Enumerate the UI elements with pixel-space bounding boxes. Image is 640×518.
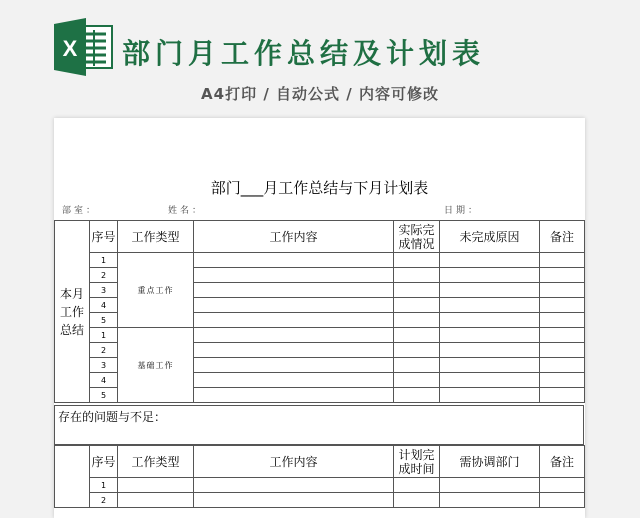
table-cell[interactable]: [540, 313, 585, 328]
table-cell[interactable]: [394, 313, 440, 328]
date-label: 日期：: [444, 206, 481, 216]
table-cell[interactable]: [394, 283, 440, 298]
row-number: 4: [90, 298, 118, 313]
row-number: 2: [90, 343, 118, 358]
table-cell[interactable]: [540, 343, 585, 358]
header-seq: 序号: [90, 221, 118, 253]
header-actual: 实际完成情况: [394, 221, 440, 253]
table-cell[interactable]: [394, 328, 440, 343]
sheet-title: 部门___月工作总结与下月计划表: [210, 179, 429, 197]
row-number: 3: [90, 283, 118, 298]
table-cell[interactable]: [194, 493, 394, 508]
plan-header-seq: 序号: [90, 446, 118, 478]
table-cell[interactable]: [194, 343, 394, 358]
table-cell[interactable]: [540, 373, 585, 388]
table-cell[interactable]: [194, 358, 394, 373]
logo-letter: X: [62, 36, 78, 61]
row-number: 1: [90, 328, 118, 343]
excel-logo-icon: [52, 18, 116, 76]
issues-box[interactable]: [54, 405, 584, 445]
table-cell[interactable]: [540, 328, 585, 343]
table-cell[interactable]: [440, 283, 540, 298]
plan-table: [54, 445, 585, 508]
plan-header-deadline: 计划完成时间: [394, 446, 440, 478]
issues-label: 存在的问题与不足：: [58, 410, 167, 424]
dept-label: 部室：: [62, 206, 99, 216]
row-number: 4: [90, 373, 118, 388]
row-number: 2: [90, 268, 118, 283]
table-cell[interactable]: [540, 283, 585, 298]
table-cell[interactable]: [194, 478, 394, 493]
table-cell[interactable]: [394, 268, 440, 283]
summary-section-label: 本月工作总结: [55, 221, 90, 403]
table-cell[interactable]: [394, 253, 440, 268]
table-cell[interactable]: [540, 493, 585, 508]
table-cell[interactable]: [118, 493, 194, 508]
row-number: 1: [90, 253, 118, 268]
summary-table: [54, 220, 585, 403]
table-cell[interactable]: [440, 313, 540, 328]
table-cell[interactable]: [440, 478, 540, 493]
table-cell[interactable]: [194, 283, 394, 298]
table-cell[interactable]: [194, 328, 394, 343]
table-cell[interactable]: [540, 253, 585, 268]
table-cell[interactable]: [194, 268, 394, 283]
page-subtitle: A4打印 / 自动公式 / 内容可修改: [201, 85, 439, 103]
table-cell[interactable]: [540, 298, 585, 313]
plan-header-content: 工作内容: [194, 446, 394, 478]
row-number: 5: [90, 313, 118, 328]
table-cell[interactable]: [440, 343, 540, 358]
table-cell[interactable]: [394, 358, 440, 373]
row-number: 1: [90, 478, 118, 493]
table-cell[interactable]: [540, 268, 585, 283]
table-cell[interactable]: [440, 358, 540, 373]
table-cell[interactable]: [194, 313, 394, 328]
row-number: 3: [90, 358, 118, 373]
table-cell[interactable]: [194, 373, 394, 388]
table-cell[interactable]: [194, 253, 394, 268]
page-title: 部门月工作总结及计划表: [122, 37, 486, 70]
row-number: 2: [90, 493, 118, 508]
table-cell[interactable]: [194, 388, 394, 403]
row-number: 5: [90, 388, 118, 403]
table-cell[interactable]: [194, 298, 394, 313]
name-label: 姓名：: [168, 206, 205, 216]
table-cell[interactable]: [440, 493, 540, 508]
table-cell[interactable]: [440, 253, 540, 268]
header-type: 工作类型: [118, 221, 194, 253]
table-cell[interactable]: [540, 358, 585, 373]
table-cell[interactable]: [440, 373, 540, 388]
plan-header-remark: 备注: [540, 446, 585, 478]
plan-header-type: 工作类型: [118, 446, 194, 478]
plan-section-label: [55, 446, 90, 508]
table-cell[interactable]: [440, 298, 540, 313]
table-cell[interactable]: [394, 298, 440, 313]
plan-header-dept: 需协调部门: [440, 446, 540, 478]
worksheet: [54, 118, 585, 518]
header-content: 工作内容: [194, 221, 394, 253]
table-cell[interactable]: [540, 388, 585, 403]
header-remark: 备注: [540, 221, 585, 253]
table-cell[interactable]: [440, 388, 540, 403]
group-type-key: 重点工作: [118, 253, 194, 328]
table-cell[interactable]: [394, 493, 440, 508]
table-cell[interactable]: [394, 343, 440, 358]
table-cell[interactable]: [118, 478, 194, 493]
table-cell[interactable]: [540, 478, 585, 493]
table-cell[interactable]: [394, 373, 440, 388]
table-cell[interactable]: [394, 478, 440, 493]
table-cell[interactable]: [394, 388, 440, 403]
table-cell[interactable]: [440, 328, 540, 343]
table-cell[interactable]: [440, 268, 540, 283]
group-type-basic: 基础工作: [118, 328, 194, 403]
header-reason: 未完成原因: [440, 221, 540, 253]
